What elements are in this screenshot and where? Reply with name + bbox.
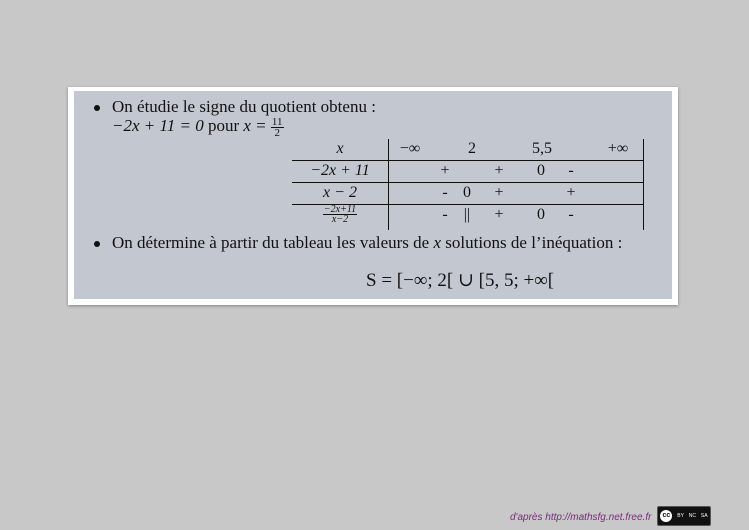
header-5-5: 5,5 <box>532 140 552 157</box>
content-panel <box>74 91 672 299</box>
header-plus-inf: +∞ <box>607 140 629 157</box>
equation-connector: pour <box>203 116 244 135</box>
sa-label: SA <box>700 513 708 519</box>
zero: 0 <box>463 184 471 201</box>
sign: + <box>494 206 504 223</box>
fraction-11-over-2: $\frac{11}{2}$ <box>271 115 283 139</box>
sign: - <box>568 206 574 223</box>
sign-table <box>292 139 644 230</box>
solution-set: S = [−∞; 2[ ∪ [5, 5; +∞[ <box>366 270 555 291</box>
equation: −2x + 11 = 0 <box>112 116 204 135</box>
cc-license-icon <box>657 506 711 526</box>
row-label-numerator: −2x + 11 <box>310 162 370 179</box>
zero: 0 <box>537 206 545 223</box>
bullet-text-2: On détermine à partir du tableau les valeurs de x solutions de l’inéquation : <box>112 233 623 252</box>
equation-line <box>112 116 284 138</box>
forbidden-value-bars: || <box>463 206 471 223</box>
sign: + <box>566 184 576 201</box>
sign: - <box>568 162 574 179</box>
zero: 0 <box>537 162 545 179</box>
sign: - <box>442 206 448 223</box>
nc-label: NC <box>688 513 697 519</box>
sign: - <box>442 184 448 201</box>
row-label-quotient: $\frac{-2x+11}{x-2}$ <box>323 204 357 225</box>
sign: + <box>494 162 504 179</box>
bullet-dot <box>94 105 100 111</box>
bullet-text-1: On étudie le signe du quotient obtenu : <box>112 97 376 116</box>
header-2: 2 <box>468 140 476 157</box>
header-x: x <box>336 140 344 157</box>
source-credit: d'après http://mathsfg.net.free.fr <box>510 512 652 523</box>
row-label-denominator: x − 2 <box>323 184 357 201</box>
sign: + <box>494 184 504 201</box>
slide-card <box>68 87 678 305</box>
sign: + <box>440 162 450 179</box>
header-minus-inf: −∞ <box>399 140 421 157</box>
cc-icon: cc <box>660 510 672 522</box>
by-label: BY <box>677 513 684 519</box>
x-equals: x = <box>243 116 271 135</box>
bullet-dot <box>94 241 100 247</box>
